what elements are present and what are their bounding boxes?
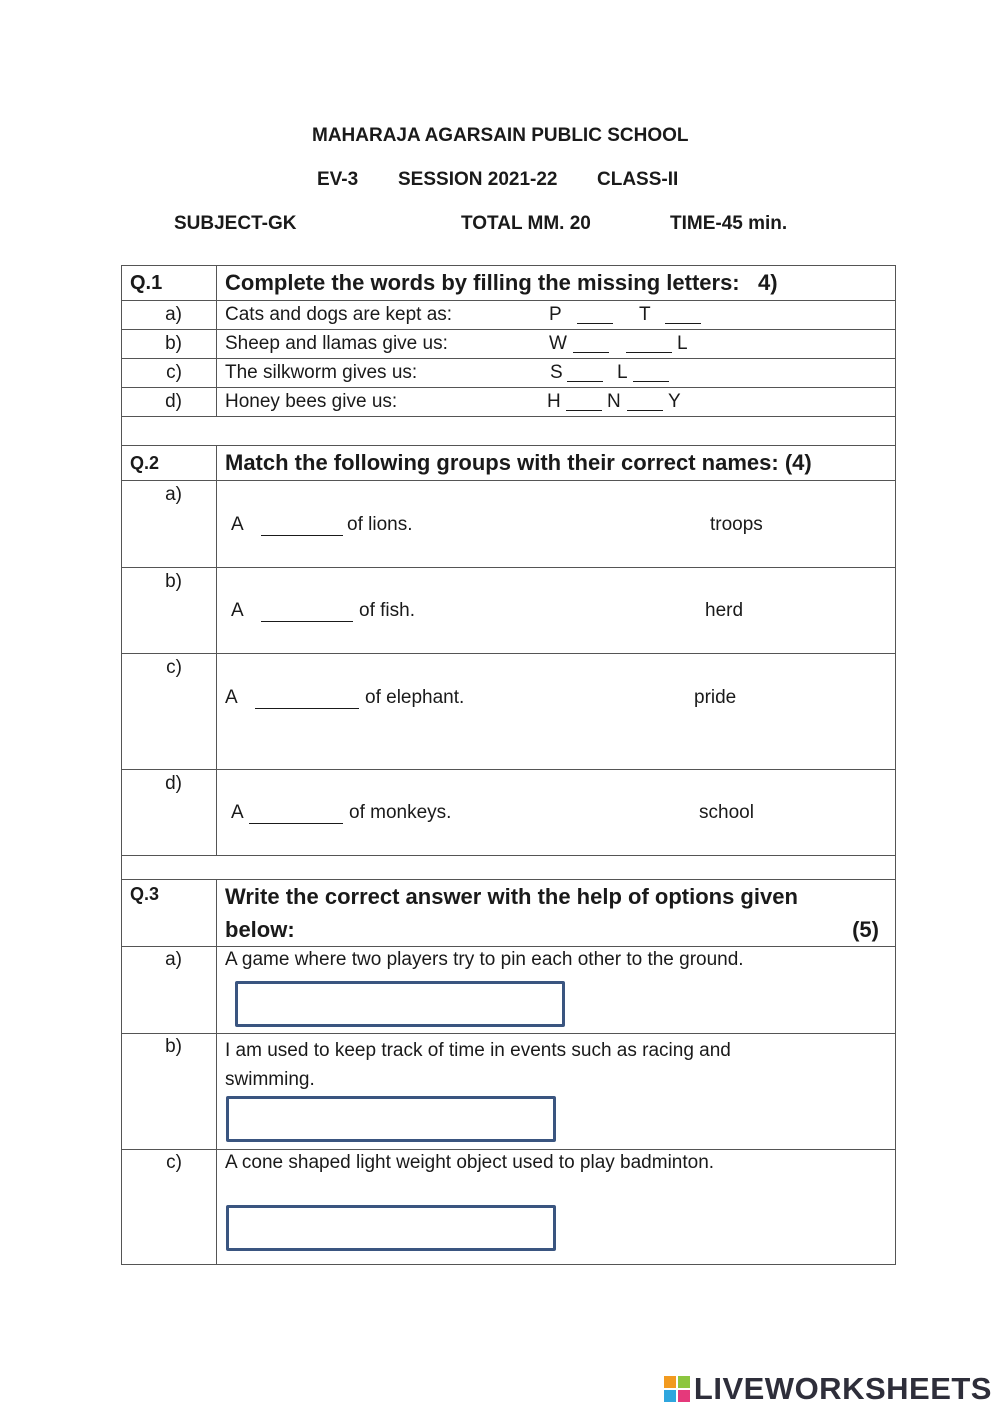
worksheet-table	[121, 265, 896, 1265]
q1-b-blank-2[interactable]	[626, 336, 672, 353]
q1-d-blank-2[interactable]	[627, 394, 663, 411]
q3-b-question: I am used to keep track of time in events such as racing and swimming.	[225, 1040, 731, 1090]
school-name: MAHARAJA AGARSAIN PUBLIC SCHOOL	[312, 125, 689, 146]
session-label: SESSION 2021-22	[398, 169, 558, 190]
q1-c-blank-2[interactable]	[633, 365, 669, 382]
q3-item-label: c)	[122, 1150, 217, 1265]
q2-a-prefix: A	[231, 514, 244, 535]
q3-row-c	[122, 1150, 896, 1265]
q1-b-letter-1: W	[549, 333, 567, 354]
q2-title: Match the following groups with their correct names: (4)	[217, 446, 896, 481]
q1-row-d	[122, 388, 896, 417]
q2-b-suffix: of fish.	[359, 600, 415, 621]
subject-label: SUBJECT-GK	[174, 213, 297, 234]
q1-item-label: c)	[122, 359, 217, 388]
q3-b-answer-box[interactable]	[226, 1096, 556, 1142]
q1-d-letter-1: H	[547, 391, 561, 412]
q2-number: Q.2	[122, 446, 217, 481]
q1-item-text: Cats and dogs are kept as:	[225, 304, 453, 325]
q1-title: Complete the words by filling the missing letters: 4)	[217, 266, 896, 301]
q2-c-prefix: A	[225, 687, 238, 708]
liveworksheets-logo-icon	[664, 1376, 690, 1402]
q2-d-option: school	[699, 802, 754, 823]
q3-a-question: A game where two players try to pin each other to the ground.	[225, 949, 744, 970]
q2-b-prefix: A	[231, 600, 244, 621]
q2-item-label: a)	[122, 481, 217, 568]
q2-row-a	[122, 481, 896, 568]
q2-c-blank[interactable]	[255, 692, 359, 709]
q2-item-label: b)	[122, 568, 217, 654]
q1-d-blank-1[interactable]	[566, 394, 602, 411]
q3-title-line2: below:	[225, 917, 295, 942]
q3-row-a	[122, 947, 896, 1034]
q3-header-row	[122, 880, 896, 947]
q1-a-letter-1: P	[549, 304, 562, 325]
q1-number: Q.1	[122, 266, 217, 301]
q3-c-question: A cone shaped light weight object used to play badminton.	[225, 1152, 715, 1173]
exam-code: EV-3	[317, 169, 359, 190]
q1-b-blank-1[interactable]	[573, 336, 609, 353]
spacer-row	[122, 856, 896, 880]
q1-header-row	[122, 266, 896, 301]
q2-a-suffix: of lions.	[347, 514, 413, 535]
q2-a-option: troops	[710, 514, 763, 535]
q2-b-option: herd	[705, 600, 744, 621]
q1-item-text: Sheep and llamas give us:	[225, 333, 448, 354]
q1-d-letter-2: N	[607, 391, 621, 412]
q1-item-label: a)	[122, 301, 217, 330]
q2-row-d	[122, 770, 896, 856]
time-label: TIME-45 min.	[670, 213, 788, 234]
q2-item-label: d)	[122, 770, 217, 856]
q3-number: Q.3	[122, 880, 217, 947]
q1-item-label: d)	[122, 388, 217, 417]
q1-c-letter-2: L	[617, 362, 628, 383]
q2-a-blank[interactable]	[261, 519, 343, 536]
q3-item-label: a)	[122, 947, 217, 1034]
q1-c-letter-1: S	[550, 362, 563, 383]
q2-d-suffix: of monkeys.	[349, 802, 452, 823]
q2-c-option: pride	[694, 687, 737, 708]
q1-a-blank-2[interactable]	[665, 307, 701, 324]
q1-a-blank-1[interactable]	[577, 307, 613, 324]
q3-marks: (5)	[852, 917, 879, 942]
q2-row-c	[122, 654, 896, 770]
q1-row-b	[122, 330, 896, 359]
q1-c-blank-1[interactable]	[567, 365, 603, 382]
q1-row-c	[122, 359, 896, 388]
liveworksheets-logo[interactable]	[664, 1371, 992, 1407]
q1-d-letter-3: Y	[668, 391, 681, 412]
q2-b-blank[interactable]	[261, 605, 353, 622]
spacer-row	[122, 417, 896, 446]
q2-c-suffix: of elephant.	[365, 687, 465, 708]
q2-item-label: c)	[122, 654, 217, 770]
q3-row-b	[122, 1034, 896, 1150]
q1-row-a	[122, 301, 896, 330]
q2-d-prefix: A	[231, 802, 244, 823]
q1-b-letter-3: L	[677, 333, 688, 354]
q2-header-row	[122, 446, 896, 481]
q1-a-letter-2: T	[639, 304, 651, 325]
liveworksheets-wordmark: LIVEWORKSHEETS	[693, 1371, 992, 1406]
q3-title-line1: Write the correct answer with the help of options given	[225, 884, 798, 909]
q2-row-b	[122, 568, 896, 654]
q3-a-answer-box[interactable]	[235, 981, 565, 1027]
q1-item-text: The silkworm gives us:	[225, 362, 418, 383]
q1-item-text: Honey bees give us:	[225, 391, 398, 412]
total-marks-label: TOTAL MM. 20	[461, 213, 591, 234]
q3-c-answer-box[interactable]	[226, 1205, 556, 1251]
q3-item-label: b)	[122, 1034, 217, 1150]
q1-item-label: b)	[122, 330, 217, 359]
q2-d-blank[interactable]	[249, 807, 343, 824]
class-label: CLASS-II	[597, 169, 679, 190]
